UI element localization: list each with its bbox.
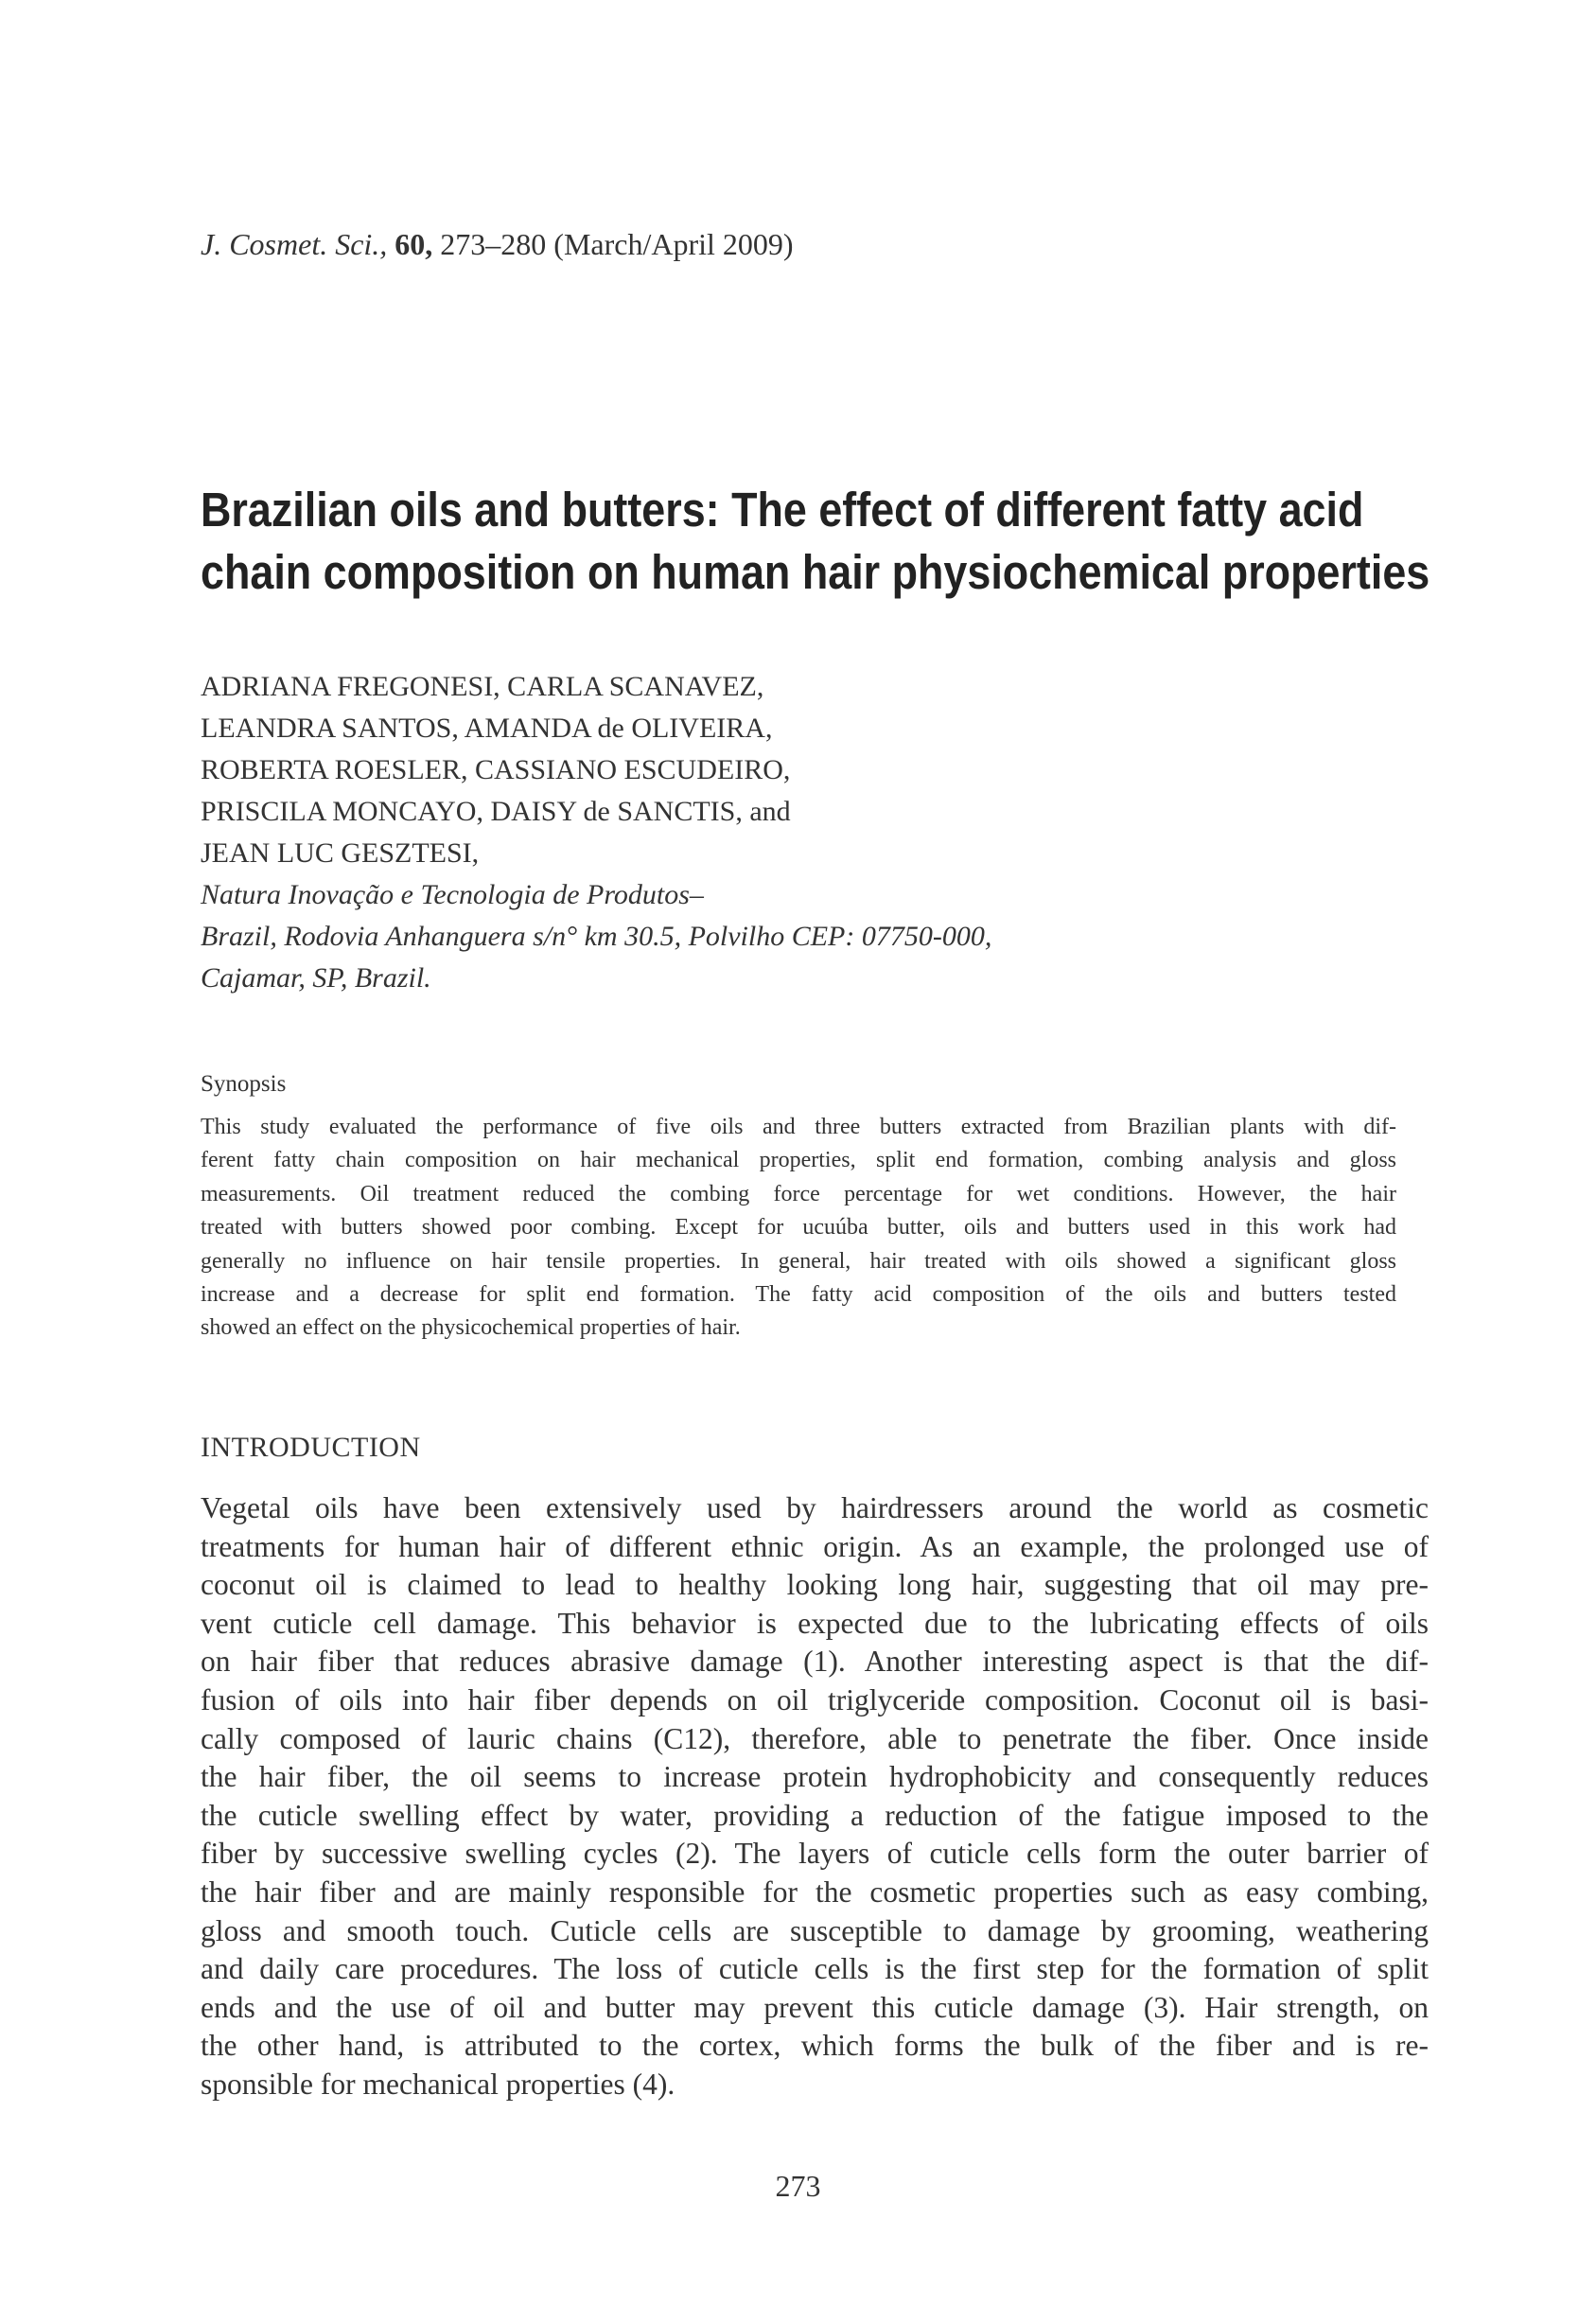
synopsis-line: generally no influence on hair tensile properties. In general, hair treated with oils showed a significant gloss: [201, 1248, 1396, 1274]
introduction-heading: INTRODUCTION: [201, 1432, 421, 1463]
journal-name: J. Cosmet. Sci.,: [201, 227, 388, 261]
intro-line: cally composed of lauric chains (C12), therefore, able to penetrate the fiber. Once inside: [201, 1721, 1429, 1755]
synopsis-line: showed an effect on the physicochemical properties of hair.: [201, 1315, 741, 1341]
paper-title: [201, 479, 1430, 604]
author-line: ROBERTA ROESLER, CASSIANO ESCUDEIRO,: [201, 754, 791, 785]
intro-line: treatments for human hair of different ethnic origin. As an example, the prolonged use of: [201, 1529, 1429, 1563]
synopsis-line: increase and a decrease for split end formation. The fatty acid composition of the oils and butters tested: [201, 1282, 1396, 1308]
intro-line: and daily care procedures. The loss of cuticle cells is the first step for the formation of split: [201, 1952, 1429, 1986]
author-name: JEAN LUC GESZTESI,: [201, 837, 480, 869]
affiliation-line: Brazil, Rodovia Anhanguera s/n° km 30.5, Polvilho CEP: 07750-000,: [201, 921, 992, 952]
intro-line: fiber by successive swelling cycles (2). The layers of cuticle cells form the outer barrier of: [201, 1837, 1429, 1871]
intro-line: sponsible for mechanical properties (4).: [201, 2067, 675, 2101]
intro-line: the hair fiber and are mainly responsible for the cosmetic properties such as easy combing,: [201, 1875, 1429, 1909]
affiliation-line: Cajamar, SP, Brazil.: [201, 962, 431, 994]
introduction-text: [201, 1489, 1429, 2104]
intro-line: vent cuticle cell damage. This behavior is expected due to the lubricating effects of oils: [201, 1606, 1429, 1640]
intro-line: the other hand, is attributed to the cortex, which forms the bulk of the fiber and is re-: [201, 2029, 1429, 2063]
author-line: PRISCILA MONCAYO, DAISY de SANCTIS, and: [201, 796, 791, 827]
page-number: 273: [775, 2169, 821, 2203]
author-block: [201, 666, 1430, 999]
synopsis-heading: Synopsis: [201, 1071, 287, 1097]
title-line: chain composition on human hair physiochemical properties: [201, 545, 1430, 599]
synopsis-line: measurements. Oil treatment reduced the combing force percentage for wet conditions. However, the hair: [201, 1181, 1396, 1206]
author-line: LEANDRA SANTOS, AMANDA de OLIVEIRA,: [201, 713, 773, 744]
intro-line: ends and the use of oil and butter may prevent this cuticle damage (3). Hair strength, on: [201, 1990, 1429, 2024]
journal-volume: 60,: [395, 227, 433, 261]
journal-citation: [201, 223, 794, 265]
intro-line: coconut oil is claimed to lead to healthy looking long hair, suggesting that oil may pre-: [201, 1568, 1429, 1602]
intro-line: the hair fiber, the oil seems to increase protein hydrophobicity and consequently reduces: [201, 1760, 1429, 1794]
synopsis-line: This study evaluated the performance of five oils and three butters extracted from Brazilian plants with dif-: [201, 1115, 1396, 1139]
intro-line: the cuticle swelling effect by water, providing a reduction of the fatigue imposed to the: [201, 1798, 1429, 1832]
intro-line: Vegetal oils have been extensively used by hairdressers around the world as cosmetic: [201, 1491, 1429, 1524]
intro-line: fusion of oils into hair fiber depends on oil triglyceride composition. Coconut oil is basi-: [201, 1682, 1429, 1716]
synopsis-text: [201, 1111, 1396, 1346]
intro-line: on hair fiber that reduces abrasive damage (1). Another interesting aspect is that the dif-: [201, 1645, 1429, 1679]
synopsis-line: treated with butters showed poor combing. Except for ucuúba butter, oils and butters used in this work had: [201, 1215, 1396, 1241]
title-line: Brazilian oils and butters: The effect of different fatty acid: [201, 483, 1364, 537]
journal-pages-date: 273–280 (March/April 2009): [432, 227, 794, 261]
affiliation: Natura Inovação e Tecnologia de Produtos–: [201, 879, 704, 910]
intro-line: gloss and smooth touch. Cuticle cells are susceptible to damage by grooming, weathering: [201, 1913, 1429, 1947]
author-line: [201, 833, 1430, 916]
author-line: ADRIANA FREGONESI, CARLA SCANAVEZ,: [201, 671, 764, 702]
synopsis-line: ferent fatty chain composition on hair mechanical properties, split end formation, combing analysis and gloss: [201, 1148, 1396, 1173]
